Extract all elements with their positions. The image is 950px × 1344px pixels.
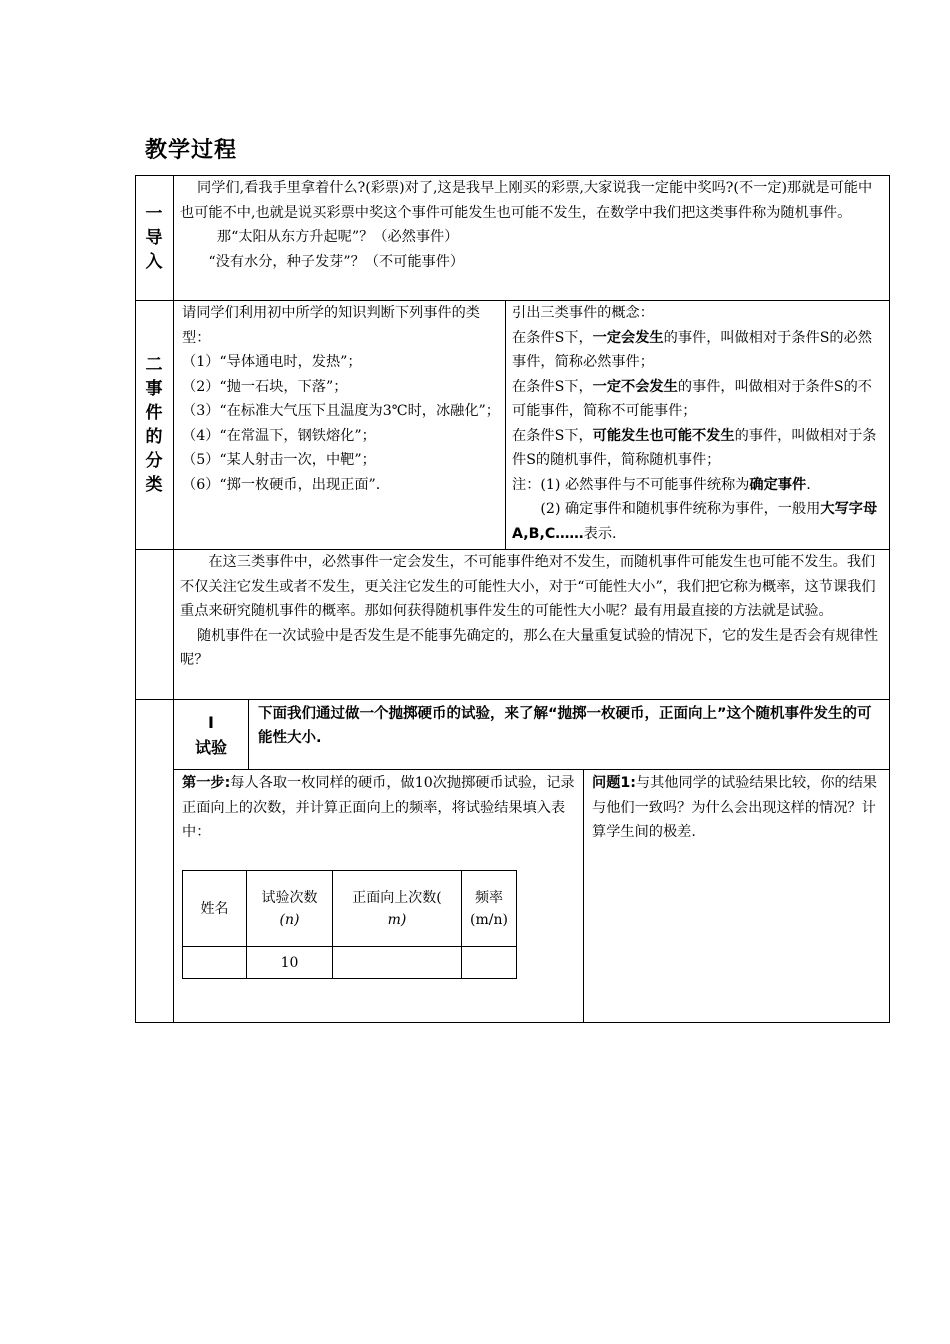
cell-heads[interactable] [333,947,462,979]
label-char: 的 [145,427,163,447]
section-intro-text [180,176,885,274]
example-item: （5）“某人射击一次，中靶”； [182,452,376,468]
probability-paragraph: 在这三类事件中，必然事件一定会发生，不可能事件绝对不发生，而随机事件可能发生也可能不发生。我们不仅关注它发生或者不发生，更关注它发生的可能性大小，对于“可能性大小”，我们把它称为概率，这节课我们重点来研究随机事件的概率。那如何获得随机事件发生的可能性大小呢？最有用最直接的方法就是试验。 [180,554,876,619]
example-item: （3）“在标准大气压下且温度为3℃时，冰融化”； [182,403,500,419]
label-char: 导 [145,228,163,248]
intro-paragraph: 同学们,看我手里拿着什么?(彩票)对了,这是我早上刚买的彩票,大家说我一定能中奖吗?(不一定)那就是可能中也可能不中,也就是说买彩票中奖这个事件可能发生也可能不发生，在数学中我们把这类事件称为随机事件。 [180,180,873,221]
section-classify-label [135,301,173,549]
cell-name[interactable] [183,947,247,979]
regularity-question: 随机事件在一次试验中是否发生是不能事先确定的，那么在大量重复试验的情况下，它的发生是否会有规律性呢？ [180,627,879,668]
step-one-label: 第一步: [182,775,231,791]
label-char: 二 [145,355,163,375]
label-char: 分 [145,451,163,471]
definition-random: 在条件S下，可能发生也可能不发生的事件，叫做相对于条件S的随机事件，简称随机事件； [512,427,877,468]
question-one [592,771,884,845]
example-item: （6）“掷一枚硬币，出现正面”. [182,476,381,493]
label-char: 入 [145,252,163,272]
definitions-intro: 引出三类事件的概念： [512,305,654,321]
section-intro-label [135,176,173,300]
header-trials: 试验次数 (n) [247,871,333,947]
page-heading: 教学过程 [145,138,238,163]
intro-sun-question: 那“太阳从东方升起呢”？（必然事件） [216,229,459,245]
cell-frequency[interactable] [462,947,517,979]
step-one-text: 每人各取一枚同样的硬币，做10次抛掷硬币试验，记录正面向上的次数，并计算正面向上的频率，将试验结果填入表中： [182,775,575,840]
question-one-label: 问题1: [592,775,636,791]
header-frequency: 频率 (m/n) [462,871,517,947]
definition-certain: 在条件S下，一定会发生的事件，叫做相对于条件S的必然事件，简称必然事件； [512,329,872,370]
label-char: 一 [145,204,163,224]
example-item: （1）“导体通电时，发热”； [182,354,362,370]
header-heads: 正面向上次数( m) [333,871,462,947]
coin-record-table [182,870,517,979]
intro-seed-question: “没有水分，种子发芽”？（不可能事件） [208,253,465,270]
cell-trials: 10 [247,947,333,979]
definition-impossible: 在条件S下，一定不会发生的事件，叫做相对于条件S的不可能事件，简称不可能事件； [512,378,872,419]
experiment-numeral: I [208,713,214,732]
note-1: 注：(1) 必然事件与不可能事件统称为确定事件. [512,476,811,493]
question-one-text: 与其他同学的试验结果比较，你的结果与他们一致吗？为什么会出现这样的情况？计算学生间的极差. [592,775,878,840]
header-name: 姓名 [183,871,247,947]
probability-intro [180,550,885,673]
label-char: 类 [145,475,163,495]
event-examples [182,301,500,497]
experiment-label [174,710,248,760]
label-char: 事 [145,379,163,399]
examples-intro: 请同学们利用初中所学的知识判断下列事件的类型： [182,305,480,346]
experiment-title: 下面我们通过做一个抛掷硬币的试验，来了解“抛掷一枚硬币，正面向上”这个随机事件发生的可能性大小. [258,706,872,746]
step-one [182,771,578,845]
label-char: 件 [145,403,163,423]
note-2: (2) 确定事件和随机事件统称为事件，一般用大写字母A,B,C……表示. [512,501,878,542]
example-item: （2）“抛一石块，下落”； [182,378,348,395]
experiment-label-text: 试验 [194,738,227,757]
example-item: （4）“在常温下，钢铁熔化”； [182,427,376,444]
event-definitions [512,301,884,546]
